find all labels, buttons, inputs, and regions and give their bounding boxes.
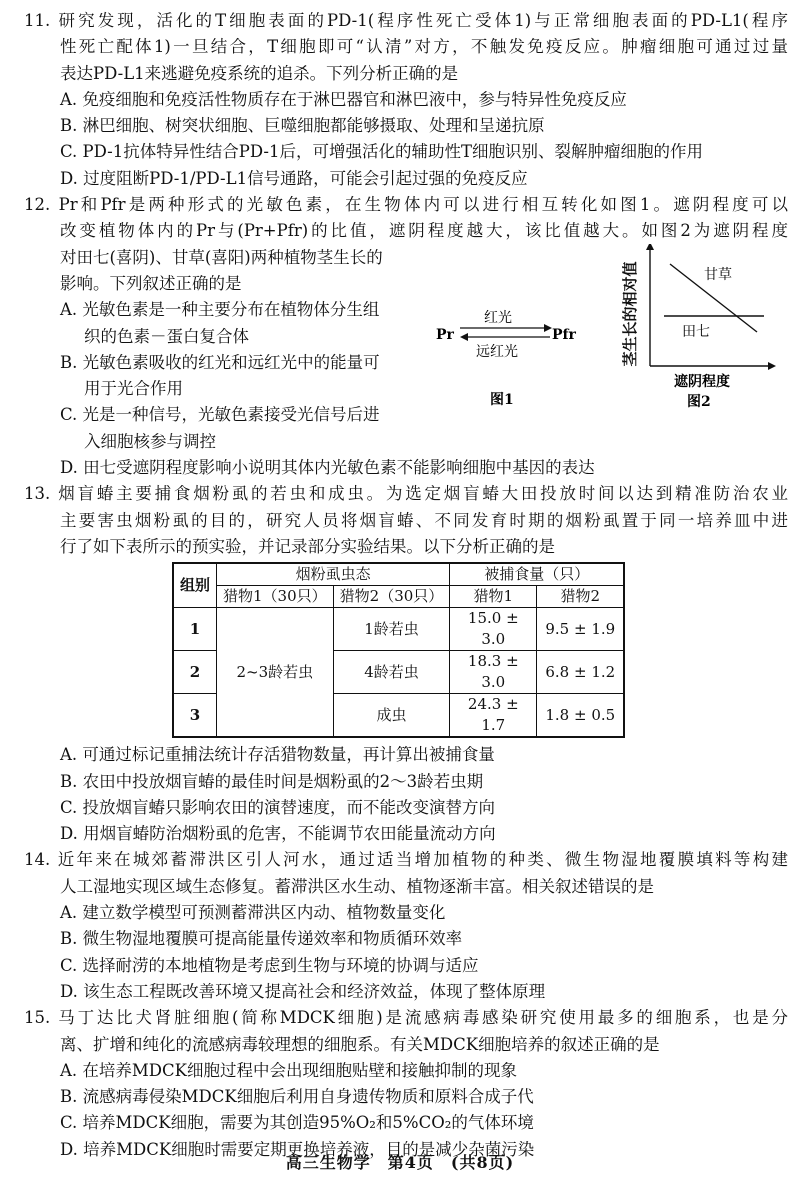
tianqi-label: 田七 [682, 324, 710, 341]
question-stem-line: 13. 烟盲蝽主要捕食烟粉虱的若虫和成虫。为选定烟盲蝽大田投放时间以达到精准防治农业 [24, 484, 788, 504]
cell-prey2: 4龄若虫 [333, 651, 450, 694]
option-a-cont: 织的色素－蛋白复合体 [84, 326, 249, 346]
header-eaten-prey1: 猎物1 [450, 586, 537, 608]
option-c: C. 培养MDCK细胞，需要为其创造95%O₂和5%CO₂的气体环境 [60, 1113, 534, 1133]
pr-label: Pr [436, 327, 454, 344]
question-11 [24, 8, 788, 192]
header-group: 组别 [173, 563, 217, 608]
exam-page [24, 8, 788, 1163]
option-b: B. 光敏色素吸收的红光和远红光中的能量可 [60, 352, 380, 372]
question-stem-line: 行了如下表所示的预实验，并记录部分实验结果。以下分析正确的是 [60, 536, 555, 556]
cell-eaten2: 1.8 ± 0.5 [537, 694, 625, 738]
question-stem-line: 11. 研究发现，活化的T细胞表面的PD-1(程序性死亡受体1)与正常细胞表面的PD-L1(程序 [24, 11, 788, 30]
table-row [173, 608, 624, 651]
cell-group: 3 [173, 694, 217, 738]
header-eaten-prey2: 猎物2 [537, 586, 625, 608]
option-d: D. 田七受遮阴程度影响小说明其体内光敏色素不能影响细胞中基因的表达 [60, 458, 595, 478]
question-stem-line: 表达PD-L1来逃避免疫系统的追杀。下列分析正确的是 [60, 63, 459, 83]
cell-prey2: 成虫 [333, 694, 450, 738]
cell-prey1: 2~3龄若虫 [217, 608, 334, 738]
option-b: B. 淋巴细胞、树突状细胞、巨噬细胞都能够摄取、处理和呈递抗原 [60, 116, 545, 136]
option-d: D. 培养MDCK细胞时需要定期更换培养液，目的是减少杂菌污染 [60, 1139, 535, 1159]
question-stem-line: 性死亡配体1)一旦结合，T细胞即可“认清”对方，不触发免疫反应。肿瘤细胞可通过过量 [60, 37, 788, 57]
y-axis-label: 茎生长的相对值 [621, 261, 639, 367]
option-c: C. PD-1抗体特异性结合PD-1后，可增强活化的辅助性T细胞识别、裂解肿瘤细胞的作用 [60, 142, 703, 162]
arrowhead-right [544, 324, 552, 332]
header-stage: 烟粉虱虫态 [217, 563, 450, 586]
figures [432, 244, 792, 414]
question-stem-line: 14. 近年来在城郊蓄滞洪区引人河水，通过适当增加植物的种类、微生物湿地覆膜填料等构建 [24, 850, 788, 870]
question-12 [24, 192, 788, 481]
option-a: A. 光敏色素是一种主要分布在植物体分生组 [60, 300, 380, 320]
cell-eaten2: 6.8 ± 1.2 [537, 651, 625, 694]
pfr-label: Pfr [552, 327, 576, 344]
figure-1 [436, 309, 577, 408]
figure-2 [646, 244, 776, 410]
option-a: A. 可通过标记重捕法统计存活猎物数量，再计算出被捕食量 [60, 745, 495, 765]
question-stem-line: 改变植物体内的Pr与(Pr+Pfr)的比值，遮阴程度越大，该比值越大。如图2为遮阴程度 [60, 221, 788, 241]
header-eaten: 被捕食量（只） [450, 563, 625, 586]
option-c-cont: 入细胞核参与调控 [84, 431, 216, 451]
question-stem-line: 主要害虫烟粉虱的目的，研究人员将烟盲蝽、不同发育时期的烟粉虱置于同一培养皿中进 [60, 510, 788, 530]
option-c: C. 光是一种信号，光敏色素接受光信号后进 [60, 405, 380, 425]
question-stem-line: 人工湿地实现区域生态修复。蓄滞洪区水生动、植物逐渐丰富。相关叙述错误的是 [60, 876, 654, 896]
option-a: A. 在培养MDCK细胞过程中会出现细胞贴壁和接触抑制的现象 [60, 1060, 517, 1080]
option-c: C. 选择耐涝的本地植物是考虑到生物与环境的协调与适应 [60, 955, 479, 975]
cell-eaten1: 15.0 ± 3.0 [450, 608, 537, 651]
option-a: A. 免疫细胞和免疫活性物质存在于淋巴器官和淋巴液中，参与特异性免疫反应 [60, 89, 627, 109]
option-b-cont: 用于光合作用 [84, 379, 183, 399]
option-d: D. 用烟盲蝽防治烟粉虱的危害，不能调节农田能量流动方向 [60, 824, 496, 844]
question-13 [24, 481, 788, 847]
option-d: D. 过度阻断PD-1/PD-L1信号通路，可能会引起过强的免疫反应 [60, 168, 528, 188]
gancao-label: 甘草 [704, 267, 732, 284]
x-axis-label: 遮阴程度 [674, 374, 730, 391]
cell-eaten1: 18.3 ± 3.0 [450, 651, 537, 694]
option-b: B. 微生物湿地覆膜可提高能量传递效率和物质循环效率 [60, 929, 463, 949]
cell-group: 2 [173, 651, 217, 694]
option-d: D. 该生态工程既改善环境又提高社会和经济效益，体现了整体原理 [60, 981, 546, 1001]
y-axis-arrow [646, 244, 654, 250]
question-stem-line: 12. Pr和Pfr是两种形式的光敏色素，在生物体内可以进行相互转化如图1。遮阴程度可以 [24, 195, 788, 215]
question-stem-line: 15. 马丁达比犬肾脏细胞(简称MDCK细胞)是流感病毒感染研究使用最多的细胞系，也是分 [24, 1008, 788, 1028]
option-b: B. 流感病毒侵染MDCK细胞后利用自身遗传物质和原料合成子代 [60, 1087, 534, 1107]
question-14 [24, 847, 788, 1005]
question-stem-line: 影响。下列叙述正确的是 [60, 273, 242, 293]
question-stem-line: 对田七(喜阴)、甘草(喜阳)两种植物茎生长的 [60, 247, 383, 267]
figure-2-caption: 图2 [687, 394, 711, 411]
cell-prey2: 1龄若虫 [333, 608, 450, 651]
header-prey2: 猎物2（30只） [333, 586, 450, 608]
option-a: A. 建立数学模型可预测蓄滞洪区内动、植物数量变化 [60, 903, 446, 923]
arrowhead-left [460, 333, 468, 341]
x-axis-arrow [768, 362, 776, 370]
header-prey1: 猎物1（30只） [217, 586, 334, 608]
data-table [172, 562, 625, 738]
option-c: C. 投放烟盲蝽只影响农田的演替速度，而不能改变演替方向 [60, 797, 496, 817]
question-stem-line: 离、扩增和纯化的流感病毒较理想的细胞系。有关MDCK细胞培养的叙述正确的是 [60, 1034, 660, 1054]
cell-group: 1 [173, 608, 217, 651]
page-footer: 高三生物学 第4页 (共8页) [285, 1153, 515, 1172]
option-b: B. 农田中投放烟盲蝽的最佳时间是烟粉虱的2～3龄若虫期 [60, 771, 484, 791]
cell-eaten1: 24.3 ± 1.7 [450, 694, 537, 738]
cell-eaten2: 9.5 ± 1.9 [537, 608, 625, 651]
figure-1-caption: 图1 [490, 392, 514, 409]
red-light-label: 红光 [484, 310, 512, 327]
far-red-light-label: 远红光 [476, 344, 518, 361]
question-15 [24, 1005, 788, 1163]
